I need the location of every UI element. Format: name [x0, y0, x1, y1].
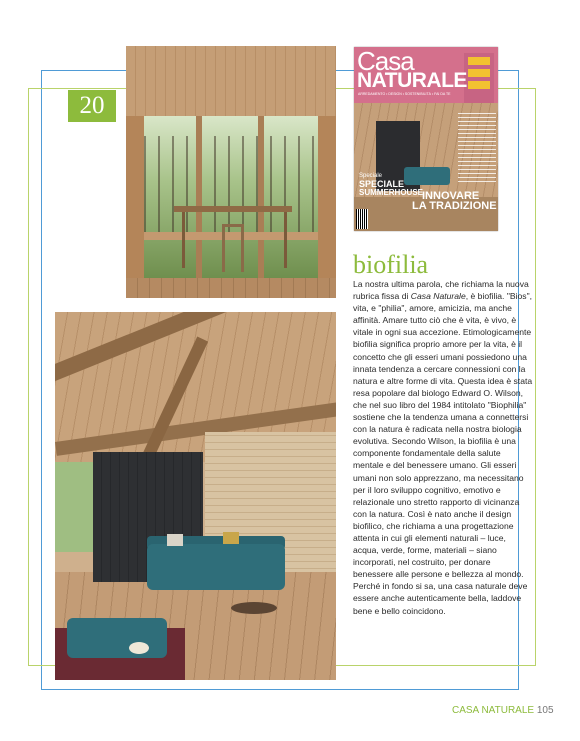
- cabin-desk-photo: [126, 46, 336, 298]
- window-mullion: [196, 116, 202, 278]
- coffee-table: [231, 602, 277, 614]
- cover-sofa: [404, 167, 450, 185]
- item-number-badge: 20: [68, 90, 116, 122]
- article-body: [353, 278, 533, 617]
- page-footer: [452, 705, 554, 716]
- cover-special-small: Speciale: [359, 173, 383, 179]
- cover-special-line2: SUMMERHOUSE: [359, 188, 424, 197]
- page-number: 105: [536, 705, 554, 716]
- chair: [222, 224, 244, 272]
- wood-floor: [126, 278, 336, 298]
- cushion: [223, 532, 239, 544]
- desk-leg: [284, 212, 287, 268]
- wood-ceiling: [126, 46, 336, 116]
- article-text: , è biofilia. "Bios", vita, e "philia", amore, amicizia, ma anche affinità. Amare tutto ciò che è vita, è vivo, è vitale in ogni sua accezione. Etimologicamente biofilia significa proprio amore per la vita, è il concetto che gli esseri umani possiedono una innata tendenza a cercare connessioni con la natura e altre forme di vita. Questa idea è stata resa popolare dal biologo Edward O. Wilson, che nel suo libro del 1984 intitolato "Biophilia" sostiene che la tendenza umana a connettersi con la natura è radicata nella nostra biologia evolutiva. Secondo Wilson, la biofilia è una componente fondamentale della salute mentale e del benessere umano. Gli esseri umani non solo apprezzano, ma necessitano per il loro sviluppo cognitivo, emotivo e relazionale uno stretto rapporto di vicinanza con la natura. Così è nato anche il design biofilico, che richiama a una progettazione attenta in cui gli elementi naturali – luce, acqua, verde, forme, materiali – siano incorporati, nel costruito, per donare benessere alle persone e bellezza al mondo. Perché in fondo si sa, una casa naturale deve essere anche autenticamente bella, laddove bene e bello coincidono.: [353, 291, 533, 616]
- teal-ottoman: [67, 618, 167, 658]
- desk: [174, 206, 292, 212]
- garden-window: [55, 462, 95, 552]
- barcode-icon: [356, 209, 368, 229]
- cover-title-casa: Casa: [357, 47, 414, 76]
- wood-post-right: [318, 116, 336, 278]
- cover-innovate-line2: LA TRADIZIONE: [412, 200, 497, 212]
- cover-title-naturale: NATURALE: [357, 69, 467, 92]
- cup: [129, 642, 149, 654]
- article-title: biofilia: [353, 250, 429, 279]
- cover-tag: [468, 81, 490, 89]
- cover-subtitle: ARREDAMENTO • DESIGN • SOSTENIBILITÀ • FAI DA TE: [358, 92, 451, 96]
- cover-tag: [468, 69, 490, 77]
- teal-sofa: [147, 544, 285, 590]
- desk-leg: [182, 212, 185, 268]
- footer-magazine: CASA NATURALE: [452, 705, 535, 716]
- tree-trunks: [144, 136, 318, 232]
- cover-special-line1: SPECIALE: [359, 179, 405, 189]
- living-room-photo: [55, 312, 336, 680]
- magazine-cover: [354, 47, 498, 231]
- cover-side-lines: [458, 113, 496, 183]
- cover-innovate-line1: INNOVARE: [422, 190, 480, 202]
- cushion: [167, 534, 183, 546]
- article-intro: La nostra ultima parola, che richiama la nuova rubrica fissa di: [353, 279, 529, 302]
- wood-post-left: [126, 116, 144, 278]
- window-mullion: [258, 116, 264, 278]
- magazine-name: Casa Naturale: [410, 291, 466, 302]
- cover-tag: [468, 57, 490, 65]
